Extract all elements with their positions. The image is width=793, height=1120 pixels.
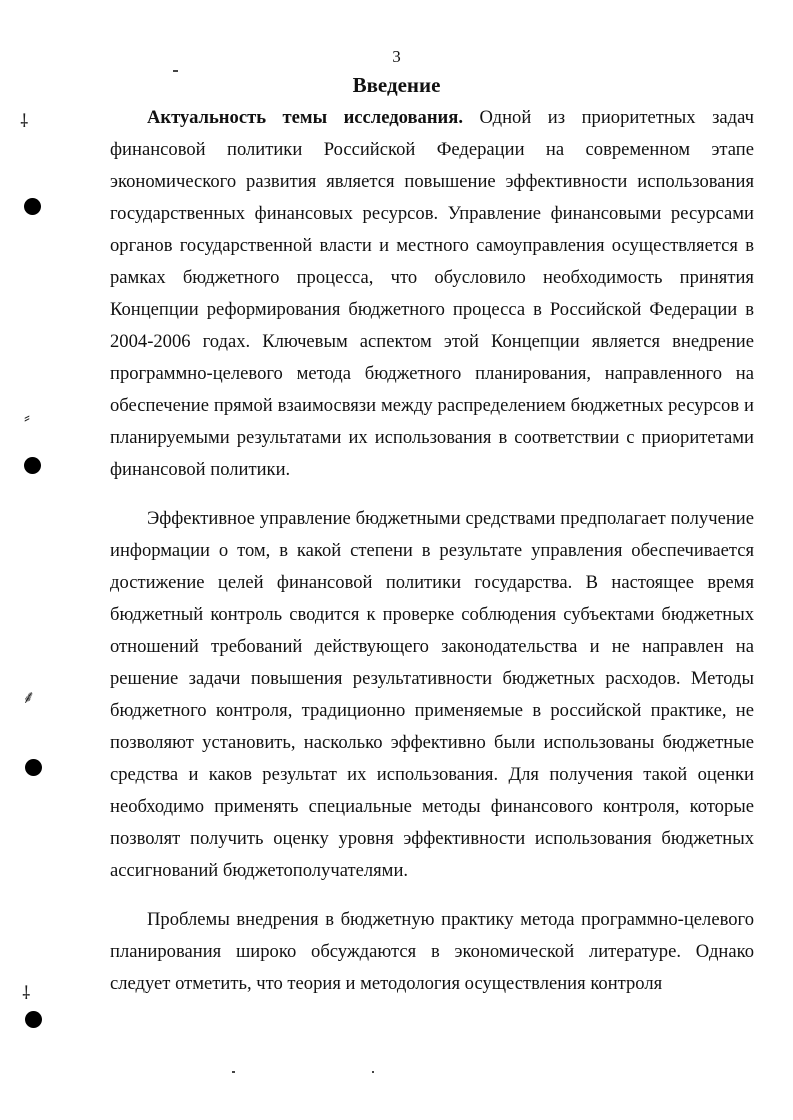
binding-hole-dot — [24, 198, 41, 215]
paragraph-lead: Актуальность темы исследования. — [147, 107, 463, 128]
paragraph-problems — [110, 904, 754, 1000]
paragraph-text: Проблемы внедрения в бюджетную практику метода программно-целевого планирования широко обсуждаются в экономической литературе. Однако следует отметить, что теория и методология осуществления контроля — [110, 909, 754, 994]
paragraph-text: Эффективное управление бюджетными средствами предполагает получение информации о том, в какой степени в результате управления обеспечивается достижение целей финансовой политики государства. В настоящее время бюджетный контроль сводится к проверке соблюдения субъектами бюджетных отношений требований действующего законодательства и не направлен на решение задачи повышения результативности бюджетных расходов. Методы бюджетного контроля, традиционно применяемые в российской практике, не позволяют установить, насколько эффективно были использованы бюджетные средства и каков результат их использования. Для получения такой оценки необходимо применять специальные методы финансового контроля, которые позволят получить оценку уровня эффективности использования бюджетных ассигнований бюджетополучателями. — [110, 508, 754, 881]
binding-hole-dot — [25, 1011, 42, 1028]
paragraph-text: Одной из приоритетных задач финансовой политики Российской Федерации на современном этапе экономического развития является повышение эффективности использования государственных финансовых ресурсов. Управление финансовыми ресурсами органов государственной власти и местного самоуправления осуществляется в рамках бюджетного процесса, что обусловило необходимость принятия Концепции реформирования бюджетного процесса в Российской Федерации в 2004-2006 годах. Ключевым аспектом этой Концепции является внедрение программно-целевого метода бюджетного планирования, направленного на обеспечение прямой взаимосвязи между распределением бюджетных ресурсов и планируемыми результатами их использования в соответствии с приоритетами финансовой политики. — [110, 107, 754, 480]
scan-speck — [232, 1071, 235, 1073]
binding-hole-dot — [24, 457, 41, 474]
scan-mark: ⸗ — [24, 407, 30, 427]
page-title: Введение — [352, 73, 441, 97]
paragraph-relevance — [110, 102, 754, 486]
scan-mark: ⸸ — [22, 983, 31, 1003]
document-body — [110, 102, 754, 1000]
scan-speck — [173, 70, 178, 72]
scan-mark: ⸙ — [22, 687, 36, 707]
scan-speck — [372, 1071, 374, 1073]
binding-hole-dot — [25, 759, 42, 776]
scan-mark: ⸸ — [20, 111, 29, 131]
paragraph-budget-control — [110, 503, 754, 887]
page-number: 3 — [392, 47, 401, 66]
